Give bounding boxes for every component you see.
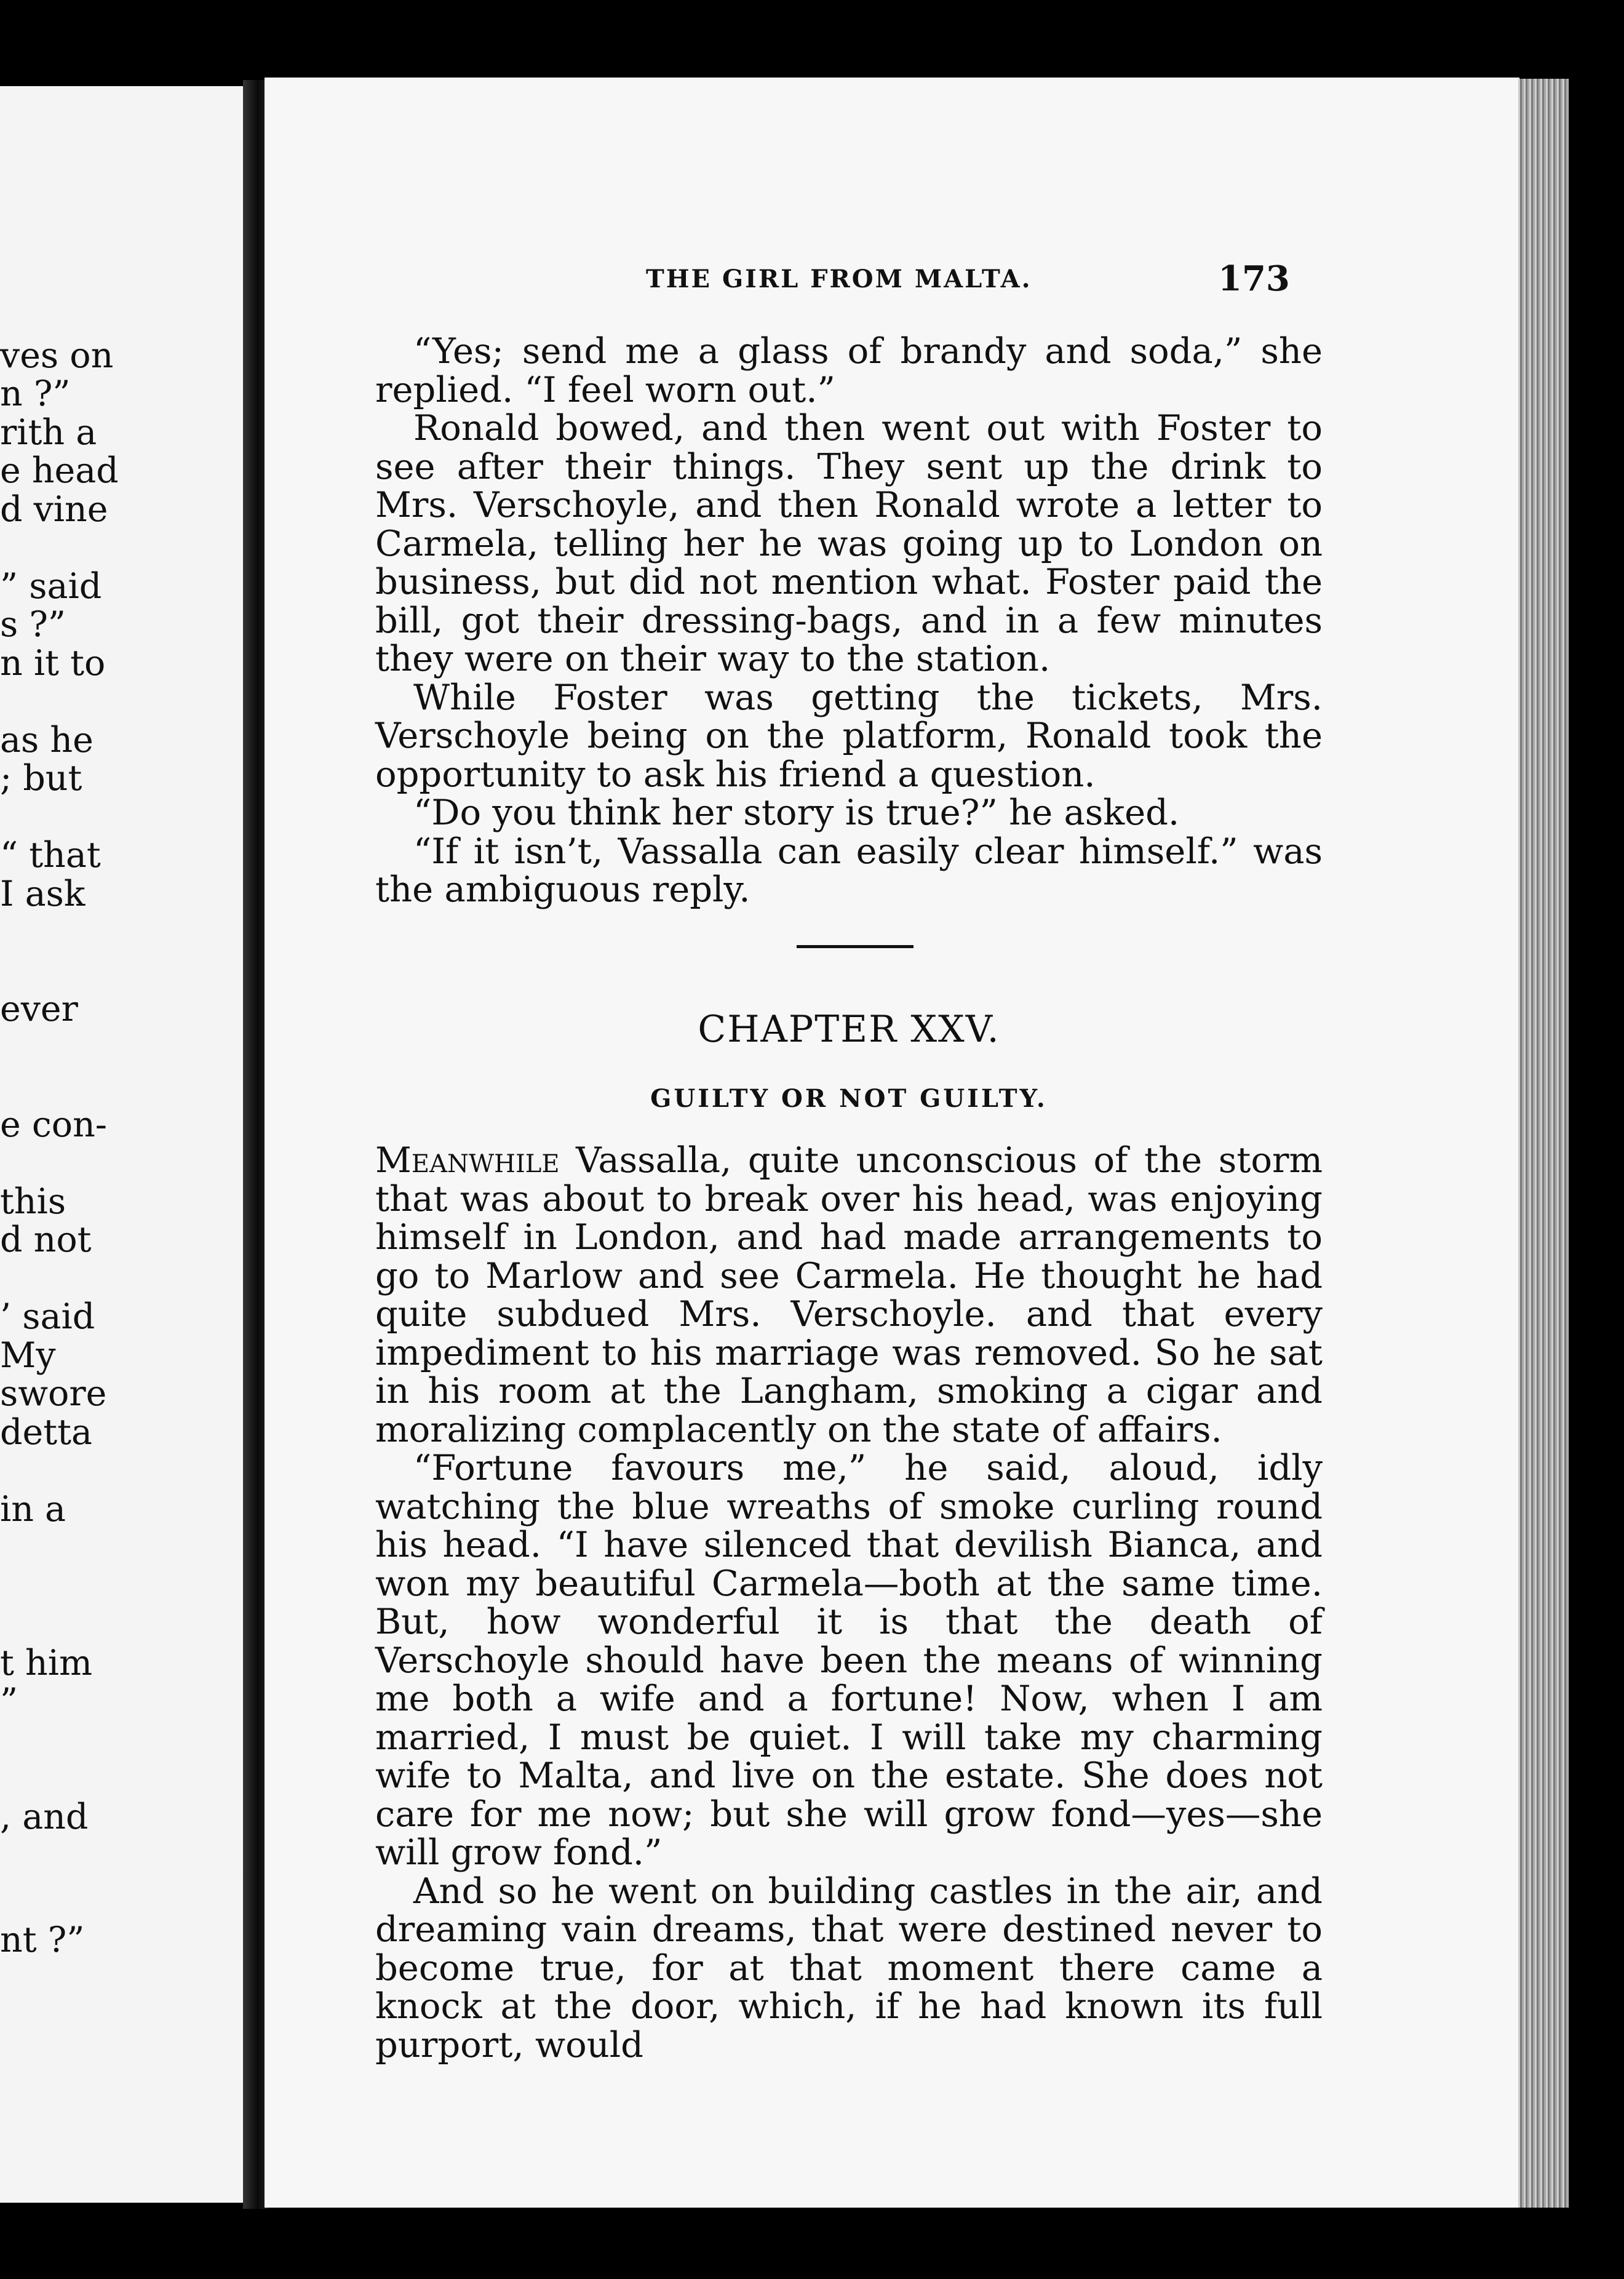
opening-word: Meanwhile: [375, 1140, 560, 1181]
chapter-title: CHAPTER XXV.: [698, 1008, 1000, 1051]
facing-page-text: , and: [0, 1797, 89, 1837]
facing-page-text: d not: [0, 1219, 92, 1260]
paragraph: “If it isn’t, Vassalla can easily clear himself.” was the ambiguous reply.: [375, 830, 1323, 910]
facing-page-text: ” said: [0, 566, 102, 607]
paragraph: “Yes; send me a glass of brandy and soda,” she replied. “I feel worn out.”: [375, 330, 1323, 410]
facing-page-text: d vine: [0, 489, 108, 530]
facing-page-text: ever: [0, 989, 78, 1029]
facing-page-text: t him: [0, 1643, 93, 1683]
facing-page-text: nt ?”: [0, 1920, 85, 1960]
facing-page-text: My: [0, 1335, 56, 1376]
opening-paragraph-text: Vassalla, quite unconscious of the storm that was about to break over his head, was enjoying himself in London, and had made arrangements to go to Marlow and see Carmela. He thought he had quite subdued Mrs. Verschoyle. and that every impediment to his marriage was removed. So he sat in his room at the Langham, smoking a cigar and moralizing complacently on the state of affairs.: [375, 1140, 1323, 1450]
running-head: THE GIRL FROM MALTA.: [646, 265, 1032, 293]
facing-page-text: ves on: [0, 335, 114, 376]
facing-page-text: in a: [0, 1489, 66, 1530]
paragraph: While Foster was getting the tickets, Mrs. Verschoyle being on the platform, Ronald took the opportunity to ask his friend a question.: [375, 676, 1323, 795]
facing-page-text: s ?”: [0, 604, 66, 645]
section-rule: [797, 945, 914, 948]
paragraph: “Do you think her story is true?” he asked.: [413, 792, 1180, 833]
page-edges: [1518, 79, 1569, 2208]
facing-page: [0, 86, 243, 2203]
facing-page-text: detta: [0, 1412, 93, 1453]
book-gutter: [243, 80, 268, 2209]
facing-page-text: n it to: [0, 643, 106, 684]
facing-page-text: I ask: [0, 874, 86, 914]
chapter-opening-paragraph: [375, 1141, 1323, 1449]
paragraph: And so he went on building castles in the air, and dreaming vain dreams, that were destined never to become true, for at that moment there came a knock at the door, which, if he had known its full purport, would: [375, 1870, 1323, 2065]
text-block-lower: [375, 1141, 1323, 2064]
facing-page-text: e head: [0, 450, 119, 491]
facing-page-text: rith a: [0, 412, 97, 453]
text-block-upper: [375, 332, 1323, 909]
facing-page-text: n ?”: [0, 373, 71, 414]
facing-page-text: ; but: [0, 758, 82, 799]
page-number: 173: [1218, 258, 1290, 299]
facing-page-text: ’ said: [0, 1296, 95, 1337]
facing-page-text: swore: [0, 1373, 107, 1414]
chapter-subtitle: GUILTY OR NOT GUILTY.: [650, 1084, 1048, 1113]
facing-page-text: “ that: [0, 835, 101, 876]
paragraph: “Fortune favours me,” he said, aloud, idly watching the blue wreaths of smoke curling round his head. “I have silenced that devilish Bianca, and won my beautiful Carmela—both at the same time. But, how wonderful it is that the death of Verschoyle should have been the means of winning me both a wife and a fortune! Now, when I am married, I must be quiet. I will take my charming wife to Malta, and live on the estate. She does not care for me now; but she will grow fond—yes—she will grow fond.”: [375, 1447, 1323, 1873]
facing-page-text: this: [0, 1181, 66, 1222]
facing-page-text: ”: [0, 1681, 18, 1722]
paragraph: Ronald bowed, and then went out with Foster to see after their things. They sent up the drink to Mrs. Verschoyle, and then Ronald wrote a letter to Carmela, telling her he was going up to London on business, but did not mention what. Foster paid the bill, got their dressing-bags, and in a few minutes they were on their way to the station.: [375, 407, 1323, 679]
facing-page-text: e con-: [0, 1104, 108, 1145]
facing-page-text: as he: [0, 720, 94, 760]
